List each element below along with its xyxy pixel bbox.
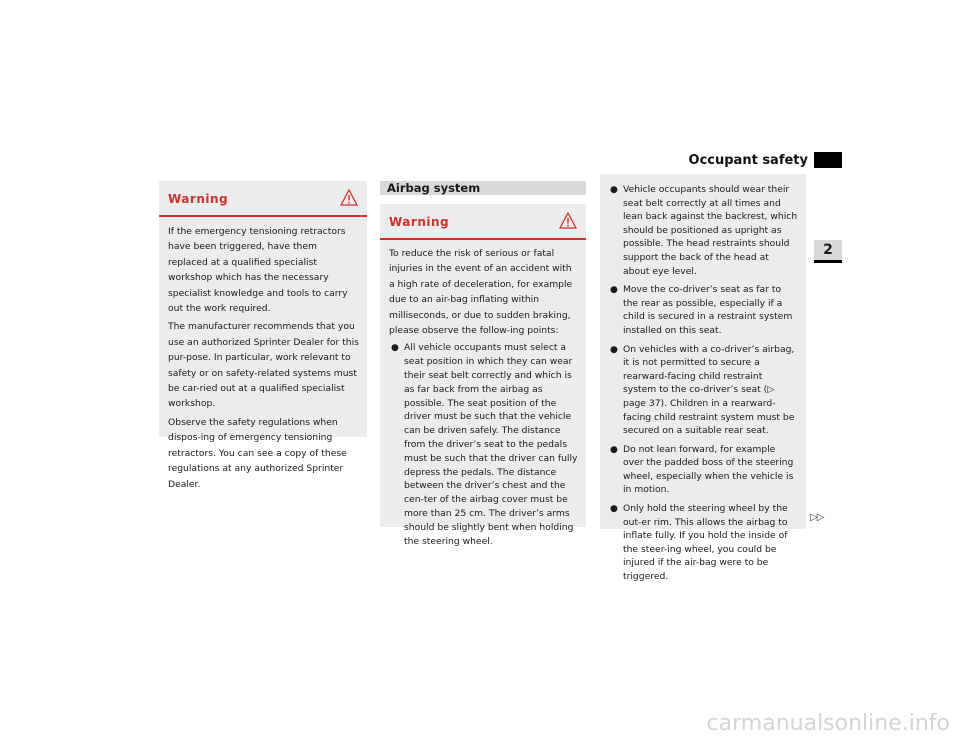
paragraph: The manufacturer recommends that you use an authorized Sprinter Dealer for this pur-pose. In particular, work relevant to safety or on safety-related systems must be car-ried out at a qualified specialist workshop. <box>168 321 359 410</box>
warning-header <box>159 181 367 217</box>
intro-paragraph: To reduce the risk of serious or fatal injuries in the event of an accident with a high rate of deceleration, for example due to an air-bag inflating within milliseconds, or due to sudden braking, please observe the follow-ing points: <box>389 248 573 337</box>
continue-arrow-icon: ▷▷ <box>810 512 824 523</box>
warning-triangle-icon <box>340 189 358 206</box>
warning-box-retractors <box>159 181 367 490</box>
warning-label: Warning <box>168 192 229 206</box>
bullet-icon: ● <box>610 444 618 455</box>
watermark: carmanualsonline.info <box>706 711 950 736</box>
bullet-list <box>389 341 578 548</box>
section-title: Airbag system <box>387 181 481 195</box>
bullet-icon: ● <box>391 343 399 354</box>
bullet-icon: ● <box>610 504 618 515</box>
paragraph: Observe the safety regulations when dispos-ing of emergency tensioning retractors. You can see a copy of these regulations at any authorized Sprinter Dealer. <box>168 416 347 490</box>
warning-box-airbag <box>380 204 586 547</box>
paragraph: If the emergency tensioning retractors have been triggered, have them replaced at a qualified specialist workshop which has the necessary specialist knowledge and tools to carry out the work required. <box>168 226 348 315</box>
warning-header <box>380 204 586 240</box>
list-item: ● Move the co-driver’s seat as far to the rear as possible, especially if a child is secured in a restraint system installed on this seat. <box>610 284 793 336</box>
chapter-tab: 2 <box>814 240 842 263</box>
airbag-instructions-box <box>600 174 806 583</box>
section-heading-airbag <box>380 181 586 195</box>
list-item: ● Vehicle occupants should wear their seat belt correctly at all times and lean back against the backrest, which should be positioned as upright as possible. The head restraints should support the back of the head at about eye level. <box>610 184 798 277</box>
warning-triangle-icon <box>559 212 577 229</box>
page-title: Occupant safety <box>688 153 808 168</box>
bullet-icon: ● <box>610 185 618 195</box>
bullet-icon: ● <box>610 285 618 296</box>
header-marker <box>814 152 842 168</box>
list-item: ● On vehicles with a co-driver’s airbag, it is not permitted to secure a rearward-facing child restraint system to the co-driver’s seat (▷ page 37). Children in a rearward-facing child restraint system must be secured on a suitable rear seat. <box>610 343 795 437</box>
list-item: ● All vehicle occupants must select a seat position in which they can wear their seat belt correctly and which is as far back from the airbag as possible. The seat position of the driver must be such that the vehicle can be driven safely. The distance from the driver’s seat to the pedals must be such that the driver can fully depress the pedals. The distance between the driver’s chest and the cen-ter of the airbag cover must be more than 25 cm. The driver’s arms should be slightly bent when holding the steering wheel. <box>391 342 578 547</box>
bullet-icon: ● <box>610 344 618 355</box>
list-item: ● Only hold the steering wheel by the out-er rim. This allows the airbag to inflate fully. If you hold the inside of the steer-ing wheel, you could be injured if the air-bag were to be triggered. <box>610 503 788 583</box>
list-item: ● Do not lean forward, for example over the padded boss of the steering wheel, especially when the vehicle is in motion. <box>610 443 794 496</box>
warning-label: Warning <box>389 215 450 229</box>
bullet-list <box>608 183 798 584</box>
